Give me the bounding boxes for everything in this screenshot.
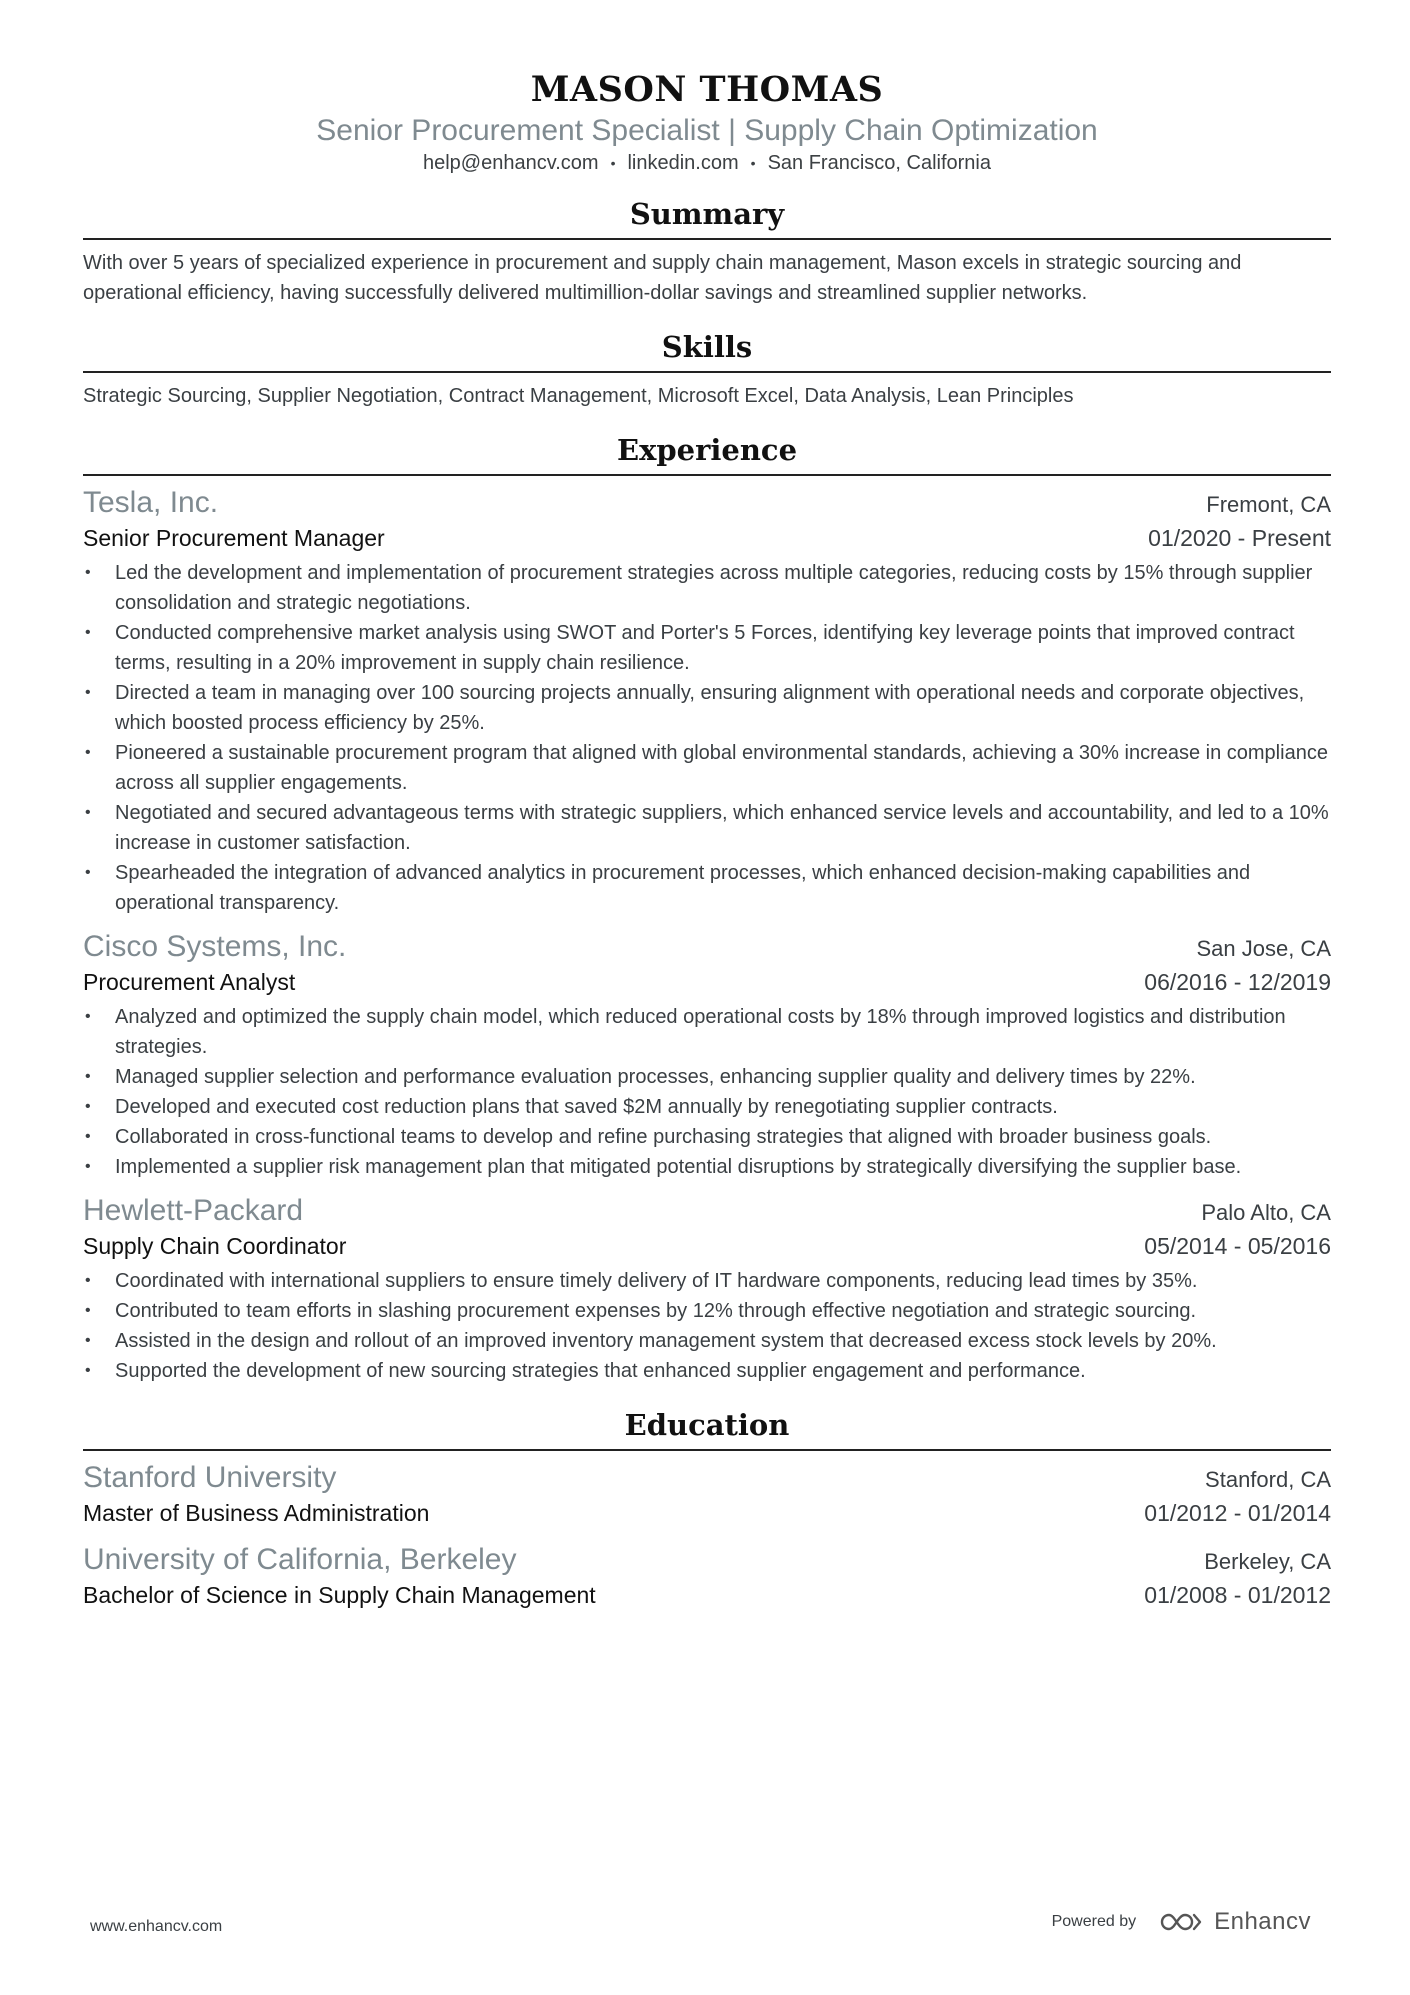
job-title: Supply Chain Coordinator <box>83 1232 347 1259</box>
skills-text: Strategic Sourcing, Supplier Negotiation, Contract Management, Microsoft Excel, Data Analysis, Lean Principles <box>83 384 1074 407</box>
summary-text: With over 5 years of specialized experience in procurement and supply chain management, Mason excels in strategic sourcing and operational efficiency, having successfully delivered multimillion-dollar savings and streamlined supplier networks. <box>83 251 1242 304</box>
school-name: Stanford University <box>83 1460 337 1494</box>
achievement-item: • Led the development and implementation of procurement strategies across multiple categories, reducing costs by 15% through supplier consolidation and strategic negotiations. <box>83 558 1331 618</box>
job-dates: 06/2016 - 12/2019 <box>1144 968 1331 995</box>
school-location: Stanford, CA <box>1205 1466 1331 1492</box>
achievement-item: • Implemented a supplier risk management plan that mitigated potential disruptions by strategically diversifying the supplier base. <box>83 1152 1331 1182</box>
school-location: Berkeley, CA <box>1204 1548 1331 1574</box>
achievement-item: • Pioneered a sustainable procurement program that aligned with global environmental standards, achieving a 30% increase in compliance across all supplier engagements. <box>83 738 1331 798</box>
resume-page <box>83 70 1331 1611</box>
achievement-item: • Managed supplier selection and performance evaluation processes, enhancing supplier quality and delivery times by 22%. <box>83 1062 1331 1092</box>
job-dates: 05/2014 - 05/2016 <box>1144 1232 1331 1259</box>
section-title-experience: Experience <box>83 433 1331 476</box>
section-title-skills: Skills <box>83 330 1331 373</box>
bullet-separator: • <box>750 155 756 172</box>
brand-name: Enhancv <box>1214 1908 1311 1935</box>
section-title-summary: Summary <box>83 197 1331 240</box>
achievement-item: • Coordinated with international suppliers to ensure timely delivery of IT hardware components, reducing lead times by 35%. <box>83 1266 1331 1296</box>
education-dates: 01/2012 - 01/2014 <box>1144 1499 1331 1526</box>
job-location: Fremont, CA <box>1206 491 1331 517</box>
section-title-education: Education <box>83 1408 1331 1451</box>
degree: Bachelor of Science in Supply Chain Management <box>83 1581 596 1608</box>
enhancv-brand-link[interactable] <box>1158 1908 1311 1936</box>
job-dates: 01/2020 - Present <box>1148 524 1331 551</box>
contact-line <box>83 152 1331 175</box>
company-name: Cisco Systems, Inc. <box>83 929 347 963</box>
education-entry <box>83 1459 1331 1529</box>
company-name: Hewlett-Packard <box>83 1193 304 1227</box>
school-name: University of California, Berkeley <box>83 1542 517 1576</box>
achievement-item: • Contributed to team efforts in slashing procurement expenses by 12% through effective negotiation and strategic sourcing. <box>83 1296 1331 1326</box>
achievement-item: • Spearheaded the integration of advanced analytics in procurement processes, which enhanced decision-making capabilities and operational transparency. <box>83 858 1331 918</box>
achievement-item: • Supported the development of new sourcing strategies that enhanced supplier engagement and performance. <box>83 1356 1331 1386</box>
company-name: Tesla, Inc. <box>83 485 219 519</box>
education-dates: 01/2008 - 01/2012 <box>1144 1581 1331 1608</box>
education-entry <box>83 1541 1331 1611</box>
achievement-item: • Assisted in the design and rollout of an improved inventory management system that decreased excess stock levels by 20%. <box>83 1326 1331 1356</box>
degree: Master of Business Administration <box>83 1499 430 1526</box>
achievement-item: • Developed and executed cost reduction plans that saved $2M annually by renegotiating supplier contracts. <box>83 1092 1331 1122</box>
bullet-separator: • <box>610 155 616 172</box>
headline: Senior Procurement Specialist | Supply Chain Optimization <box>316 114 1098 148</box>
achievement-list <box>83 558 1331 918</box>
achievement-item: • Analyzed and optimized the supply chain model, which reduced operational costs by 18% through improved logistics and distribution strategies. <box>83 1002 1331 1062</box>
experience-entry <box>83 484 1331 918</box>
contact-email[interactable]: help@enhancv.com <box>422 151 599 174</box>
candidate-name: MASON THOMAS <box>530 69 884 110</box>
footer-website[interactable]: www.enhancv.com <box>90 1918 223 1935</box>
footer-branding <box>1052 1908 1311 1936</box>
job-title: Procurement Analyst <box>83 968 296 995</box>
experience-entry <box>83 1192 1331 1386</box>
enhancv-logo-icon <box>1158 1910 1204 1934</box>
powered-by-label: Powered by <box>1051 1913 1137 1930</box>
achievement-item: • Conducted comprehensive market analysis using SWOT and Porter's 5 Forces, identifying key leverage points that improved contract terms, resulting in a 20% improvement in supply chain resilience. <box>83 618 1331 678</box>
achievement-item: • Collaborated in cross-functional teams to develop and refine purchasing strategies that aligned with broader business goals. <box>83 1122 1331 1152</box>
job-title: Senior Procurement Manager <box>83 524 385 551</box>
achievement-list <box>83 1002 1331 1182</box>
achievement-item: • Negotiated and secured advantageous terms with strategic suppliers, which enhanced service levels and accountability, and led to a 10% increase in customer satisfaction. <box>83 798 1331 858</box>
contact-location: San Francisco, California <box>767 151 991 174</box>
experience-entry <box>83 928 1331 1182</box>
achievement-list <box>83 1266 1331 1386</box>
job-location: Palo Alto, CA <box>1201 1199 1331 1225</box>
job-location: San Jose, CA <box>1196 935 1331 961</box>
achievement-item: • Directed a team in managing over 100 sourcing projects annually, ensuring alignment with operational needs and corporate objectives, which boosted process efficiency by 25%. <box>83 678 1331 738</box>
contact-linkedin[interactable]: linkedin.com <box>627 151 739 174</box>
